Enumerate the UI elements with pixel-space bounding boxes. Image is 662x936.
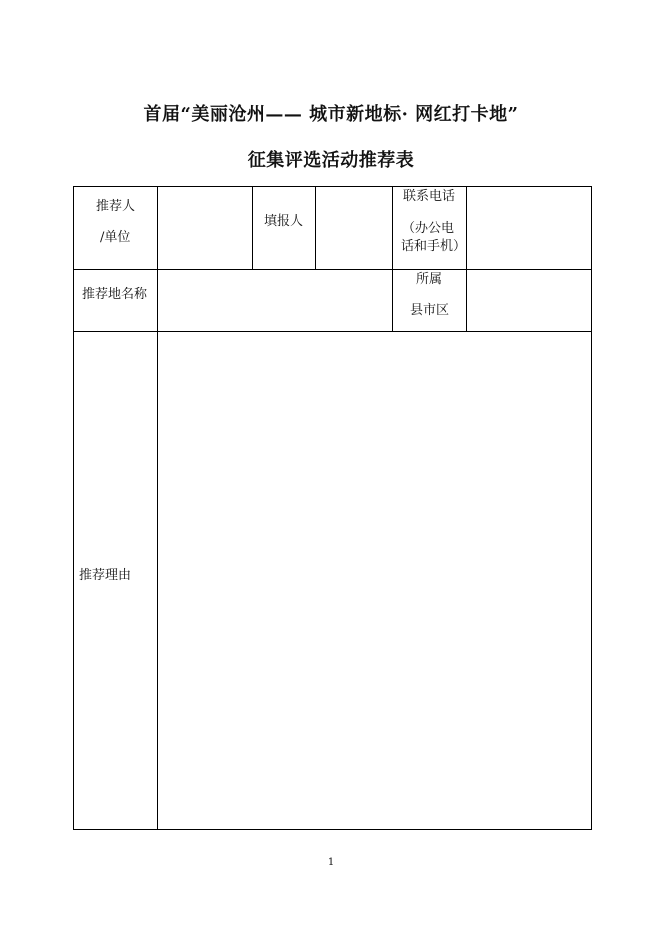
page-number: 1	[327, 857, 335, 868]
phone-label-line2: （办公电	[402, 221, 455, 236]
document-title-line1: 首届“美丽沧州—— 城市新地标· 网红打卡地”	[143, 104, 519, 125]
table-border-left	[73, 186, 74, 830]
table-border-bottom	[73, 829, 592, 830]
row1-divider-a	[252, 186, 253, 270]
table-border-right	[591, 186, 592, 830]
table-row-divider-2	[73, 331, 592, 332]
phone-label-line1: 联系电话	[403, 189, 456, 204]
county-label-line2: 县市区	[410, 303, 450, 318]
phone-field[interactable]	[469, 190, 589, 268]
filler-label: 填报人	[264, 214, 304, 229]
document-title-line2: 征集评选活动推荐表	[247, 150, 415, 171]
filler-field[interactable]	[318, 190, 390, 268]
row1-divider-b	[315, 186, 316, 270]
county-label-line1: 所属	[416, 272, 443, 287]
reason-label: 推荐理由	[79, 568, 132, 583]
row1-2-divider-c	[392, 186, 393, 332]
recommender-field[interactable]	[160, 190, 250, 268]
table-label-column-divider	[157, 186, 158, 830]
place-name-field[interactable]	[160, 273, 390, 329]
place-name-label: 推荐地名称	[82, 287, 148, 302]
table-border-top	[73, 186, 592, 187]
row1-2-divider-d	[466, 186, 467, 332]
recommender-label-line2: /单位	[100, 230, 131, 245]
recommender-label-line1: 推荐人	[96, 199, 136, 214]
county-field[interactable]	[469, 273, 589, 329]
phone-label-line3: 话和手机）	[401, 239, 467, 254]
table-row-divider-1	[73, 269, 592, 270]
reason-field[interactable]	[160, 335, 588, 825]
